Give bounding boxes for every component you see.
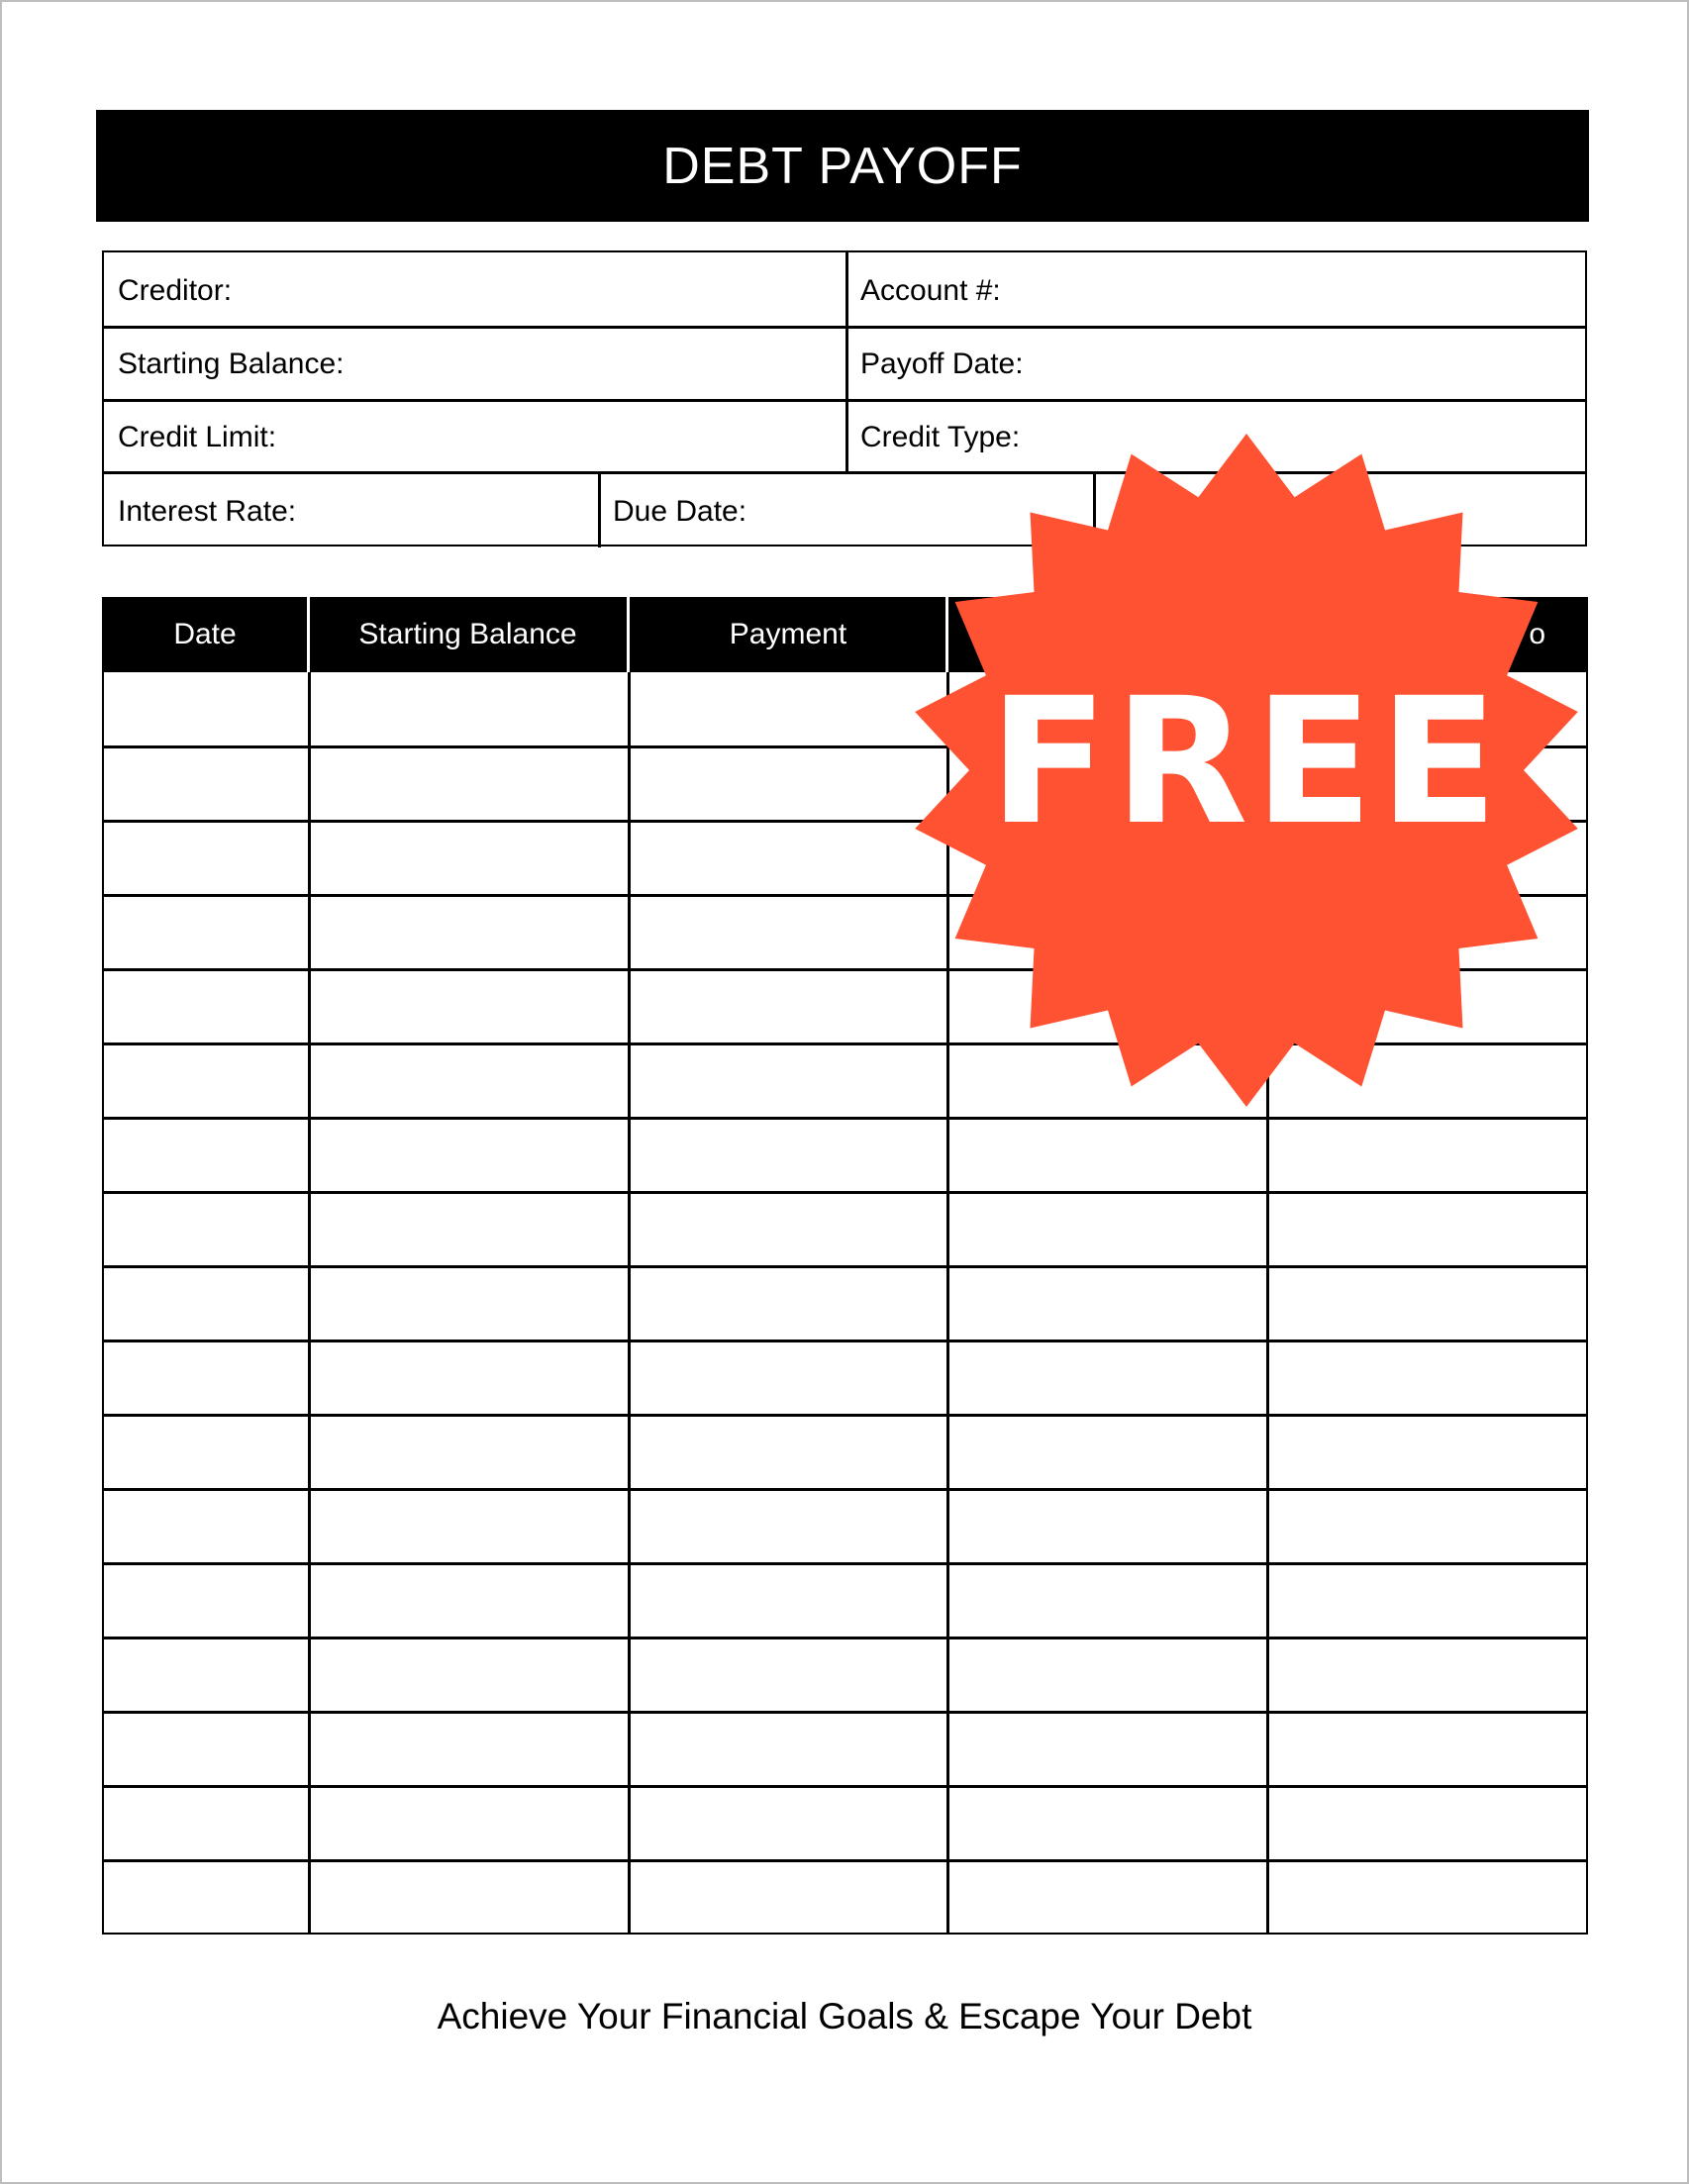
due-date-field[interactable]: Due Date: [613, 495, 747, 528]
table-row-divider [102, 1859, 1588, 1862]
footer-tagline: Achieve Your Financial Goals & Escape Your Debt [437, 1996, 1252, 2036]
divider [104, 326, 1585, 329]
table-row-divider [102, 1191, 1588, 1194]
column-header-starting-balance: Starting Balance [358, 618, 577, 650]
table-row-divider [102, 1562, 1588, 1565]
table-row-divider [102, 1785, 1588, 1788]
table-row-divider [102, 1637, 1588, 1639]
table-row-divider [102, 1414, 1588, 1417]
column-header-5: o [1529, 618, 1545, 650]
column-header-date: Date [173, 618, 237, 650]
divider [104, 399, 1585, 402]
creditor-field[interactable]: Creditor: [118, 274, 233, 307]
table-row-divider [102, 1117, 1588, 1120]
divider [598, 472, 601, 547]
starting-balance-field[interactable]: Starting Balance: [118, 347, 345, 380]
credit-type-field[interactable]: Credit Type: [860, 421, 1021, 453]
free-badge [904, 428, 1589, 1113]
account-number-field[interactable]: Account #: [860, 274, 1001, 307]
table-row-divider [102, 1265, 1588, 1268]
payoff-date-field[interactable]: Payoff Date: [860, 347, 1024, 380]
page-title: DEBT PAYOFF [96, 110, 1589, 222]
badge-text: FREE [988, 660, 1505, 863]
table-column-divider [308, 672, 311, 1935]
table-column-divider [628, 672, 631, 1935]
divider [845, 252, 848, 472]
table-row-divider [102, 1488, 1588, 1491]
table-row-divider [102, 1711, 1588, 1714]
table-row-divider [102, 1340, 1588, 1342]
interest-rate-field[interactable]: Interest Rate: [118, 495, 297, 528]
credit-limit-field[interactable]: Credit Limit: [118, 421, 277, 453]
column-header-payment: Payment [729, 618, 847, 650]
